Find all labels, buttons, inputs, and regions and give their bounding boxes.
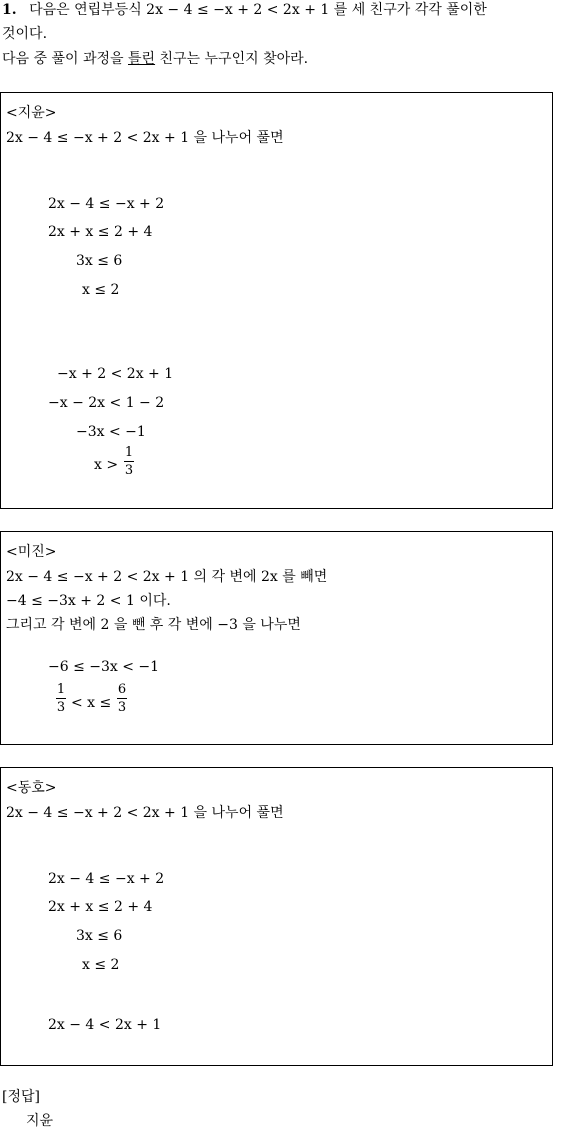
dongho-box xyxy=(0,767,553,1066)
dongho-intro: 2x − 4 ≤ −x + 2 < 2x + 1 을 나누어 풀면 xyxy=(6,805,284,821)
jiyoon-step2-line2: −x − 2x < 1 − 2 xyxy=(48,395,165,411)
mijin-middle: < x ≤ xyxy=(71,695,112,711)
jiyoon-name: <지윤> xyxy=(6,105,57,121)
problem-line-1 xyxy=(2,1,487,19)
jiyoon-step1-line2: 2x + x ≤ 2 + 4 xyxy=(48,224,153,240)
mijin-frac1-numerator: 1 xyxy=(56,682,66,697)
problem-line-2 xyxy=(2,25,47,43)
mijin-name: <미진> xyxy=(6,544,57,560)
jiyoon-final-denominator: 3 xyxy=(124,463,134,478)
problem-line-3 xyxy=(2,50,308,68)
mijin-frac2-numerator: 6 xyxy=(117,682,127,697)
mijin-fraction-2 xyxy=(117,682,127,715)
jiyoon-step1-line1: 2x − 4 ≤ −x + 2 xyxy=(48,196,165,212)
jiyoon-final-fraction xyxy=(124,445,134,478)
mijin-box xyxy=(0,531,553,745)
mijin-line1: 2x − 4 ≤ −x + 2 < 2x + 1 의 각 변에 2x 를 빼면 xyxy=(6,569,328,585)
jiyoon-final-numerator: 1 xyxy=(124,445,134,460)
answer-label: [정답] xyxy=(2,1089,40,1105)
problem-text-3b: 친구는 누구인지 찾아라. xyxy=(155,51,309,67)
problem-text-1: 다음은 연립부등식 2x − 4 ≤ −x + 2 < 2x + 1 를 세 친구가 각각 풀이한 xyxy=(29,2,487,18)
problem-number: 1. xyxy=(2,2,17,18)
answer-value: 지윤 xyxy=(26,1113,54,1129)
jiyoon-step2-line3: −3x < −1 xyxy=(76,424,146,440)
problem-text-3a: 다음 중 풀이 과정을 xyxy=(2,51,128,67)
problem-text-3-underlined: 틀린 xyxy=(128,51,156,67)
mijin-line4: −6 ≤ −3x < −1 xyxy=(48,659,160,675)
problem-text-2: 것이다. xyxy=(2,26,48,42)
fraction-bar xyxy=(117,698,127,699)
jiyoon-intro: 2x − 4 ≤ −x + 2 < 2x + 1 을 나누어 풀면 xyxy=(6,130,284,146)
mijin-frac1-denominator: 3 xyxy=(56,700,66,715)
dongho-step1-line3: 3x ≤ 6 xyxy=(76,928,123,944)
mijin-line2: −4 ≤ −3x + 2 < 1 이다. xyxy=(6,593,171,609)
mijin-line3: 그리고 각 변에 2 을 뺀 후 각 변에 −3 을 나누면 xyxy=(6,617,301,633)
dongho-step1-line1: 2x − 4 ≤ −x + 2 xyxy=(48,871,165,887)
dongho-step1-line4: x ≤ 2 xyxy=(82,957,120,973)
mijin-fraction-1 xyxy=(56,682,66,715)
fraction-bar xyxy=(124,461,134,462)
jiyoon-final-prefix: x > xyxy=(94,457,119,473)
mijin-frac2-denominator: 3 xyxy=(117,700,127,715)
fraction-bar xyxy=(56,698,66,699)
dongho-step1-line2: 2x + x ≤ 2 + 4 xyxy=(48,899,153,915)
dongho-step2-line1: 2x − 4 < 2x + 1 xyxy=(48,1017,162,1033)
jiyoon-step1-line3: 3x ≤ 6 xyxy=(76,253,123,269)
jiyoon-step2-line1: −x + 2 < 2x + 1 xyxy=(57,366,174,382)
jiyoon-box xyxy=(0,92,553,509)
jiyoon-step1-line4: x ≤ 2 xyxy=(82,282,120,298)
dongho-name: <동호> xyxy=(6,780,57,796)
